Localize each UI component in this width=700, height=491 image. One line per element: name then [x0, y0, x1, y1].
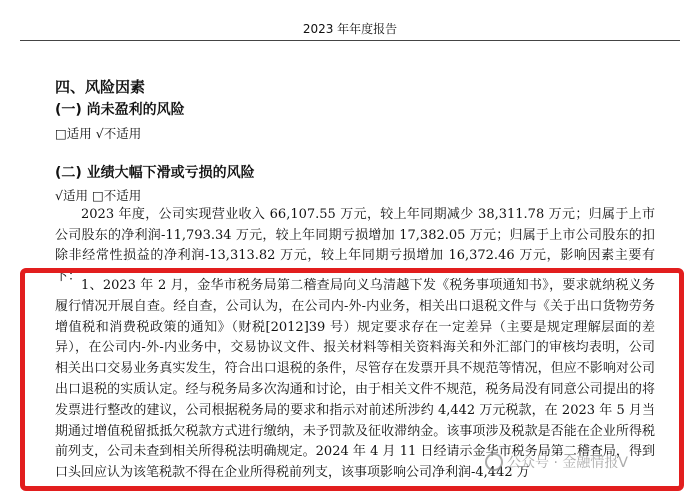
risk-1-title: (一) 尚未盈利的风险	[55, 102, 185, 118]
header-divider	[20, 40, 680, 41]
highlighted-paragraph: 1、2023 年 2 月，金华市税务局第二稽查局向义乌清越下发《税务事项通知书》，要求就纳税义务履行情况开展自查。经自查，公司认为，在公司内-外-内业务，相关出口退税文件与《关于出口货物劳务增值税和消费税政策的通知》（财税[2012]39 号）规定要求存在一定差异（主要是规定理解层面的差异），在公司内-外-内业务中，交易协议文件、报关材料等相关资料海关和外汇部门的审核均表明，公司相关出口交易业务真实发生，符合出口退税的条件，尽管存在发票开具不规范等情况，但应不影响对公司出口退税的实质认定。经与税务局多次沟通和讨论，由于相关文件不规范，税务局没有同意公司提出的将发票进行整改的建议，公司根据税务局的要求和指示对前述所涉约 4,442 万元税款，在 2023 年 5 月当期通过增值税留抵抵欠税款方式进行缴纳，未予罚款及征收滞纳金。该事项涉及税款是否能在企业所得税前列支，公司未查到相关所得税法明确规定。2024 年 4 月 11 日经请示金华市税务局第二稽查局，得到口头回应认为该笔税款不得在企业所得税前列支，该事项影响公司净利润-4,442 万	[55, 278, 655, 481]
section-heading: 四、风险因素	[55, 78, 146, 96]
watermark-text: 公众号 · 金融情报V	[507, 455, 628, 471]
risk-1-applicability: □适用 √不适用	[55, 126, 142, 141]
risk-2-applicability: √适用 □不适用	[55, 188, 142, 203]
watermark	[485, 452, 628, 472]
wechat-logo-icon	[485, 453, 503, 471]
report-title: 2023 年年度报告	[302, 22, 398, 36]
risk-2-title: (二) 业绩大幅下滑或亏损的风险	[55, 165, 255, 181]
risk-2-summary-paragraph: 2023 年度，公司实现营业收入 66,107.55 万元，较上年同期减少 38,311.78 万元；归属于上市公司股东的净利润-11,793.34 万元，较上年同期亏损增加 17,382.05 万元；归属于上市公司股东的扣除非经常性损益的净利润-13,313.82 万元，较上年同期亏损增加 16,372.46 万元，影响因素主要有下：	[55, 207, 655, 285]
